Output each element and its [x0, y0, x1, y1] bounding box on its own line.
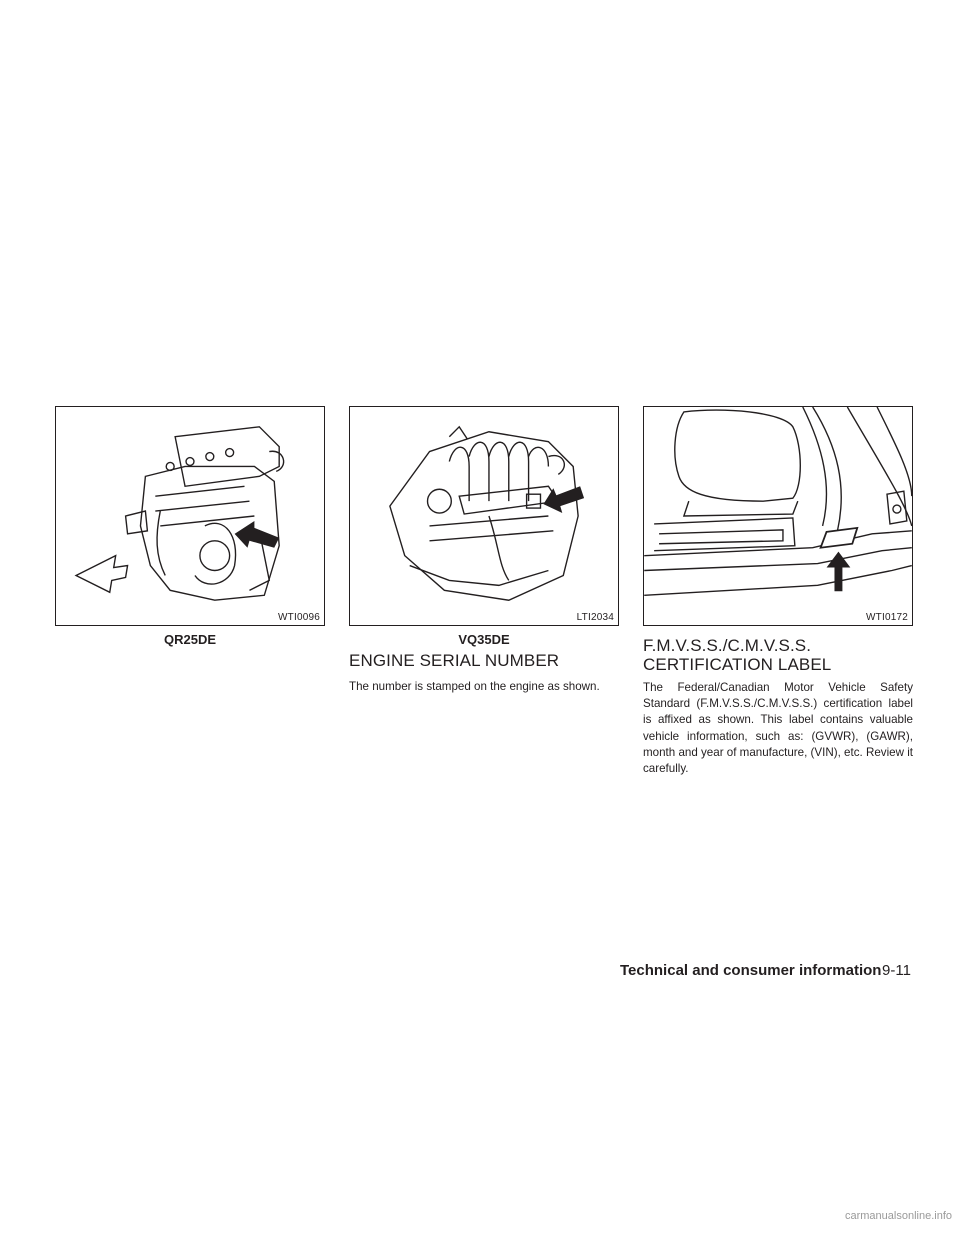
section-body-engine-serial: The number is stamped on the engine as shown.: [349, 680, 600, 693]
figure-code: LTI2034: [576, 612, 614, 623]
figure-qr25de-engine: [55, 406, 325, 626]
vq35de-engine-illustration: [350, 407, 618, 625]
section-heading-certification-line1: F.M.V.S.S./C.M.V.S.S.: [643, 636, 812, 655]
figure-code: WTI0172: [866, 612, 908, 623]
footer-section-title: Technical and consumer information: [620, 962, 882, 979]
figure-caption-qr25de: QR25DE: [163, 632, 217, 647]
section-heading-engine-serial: ENGINE SERIAL NUMBER: [349, 651, 560, 670]
figure-certification-label-location: [643, 406, 913, 626]
footer-page-number: 9-11: [882, 962, 911, 979]
figure-code: WTI0096: [278, 612, 320, 623]
qr25de-engine-illustration: [56, 407, 324, 625]
section-heading-certification-line2: CERTIFICATION LABEL: [643, 655, 832, 674]
figure-vq35de-engine: [349, 406, 619, 626]
door-jamb-illustration: [644, 407, 912, 625]
arrow-icon: [235, 521, 280, 548]
section-body-certification: The Federal/Canadian Motor Vehicle Safety Standard (F.M.V.S.S./C.M.V.S.S.) certification label is affixed as shown. This label contains valuable vehicle information, such as: (GVWR), (GAWR), month and year of manufacture, (VIN), etc. Review it carefully.: [643, 681, 913, 776]
watermark: carmanualsonline.info: [844, 1210, 952, 1222]
figure-caption-vq35de: VQ35DE: [458, 632, 510, 647]
